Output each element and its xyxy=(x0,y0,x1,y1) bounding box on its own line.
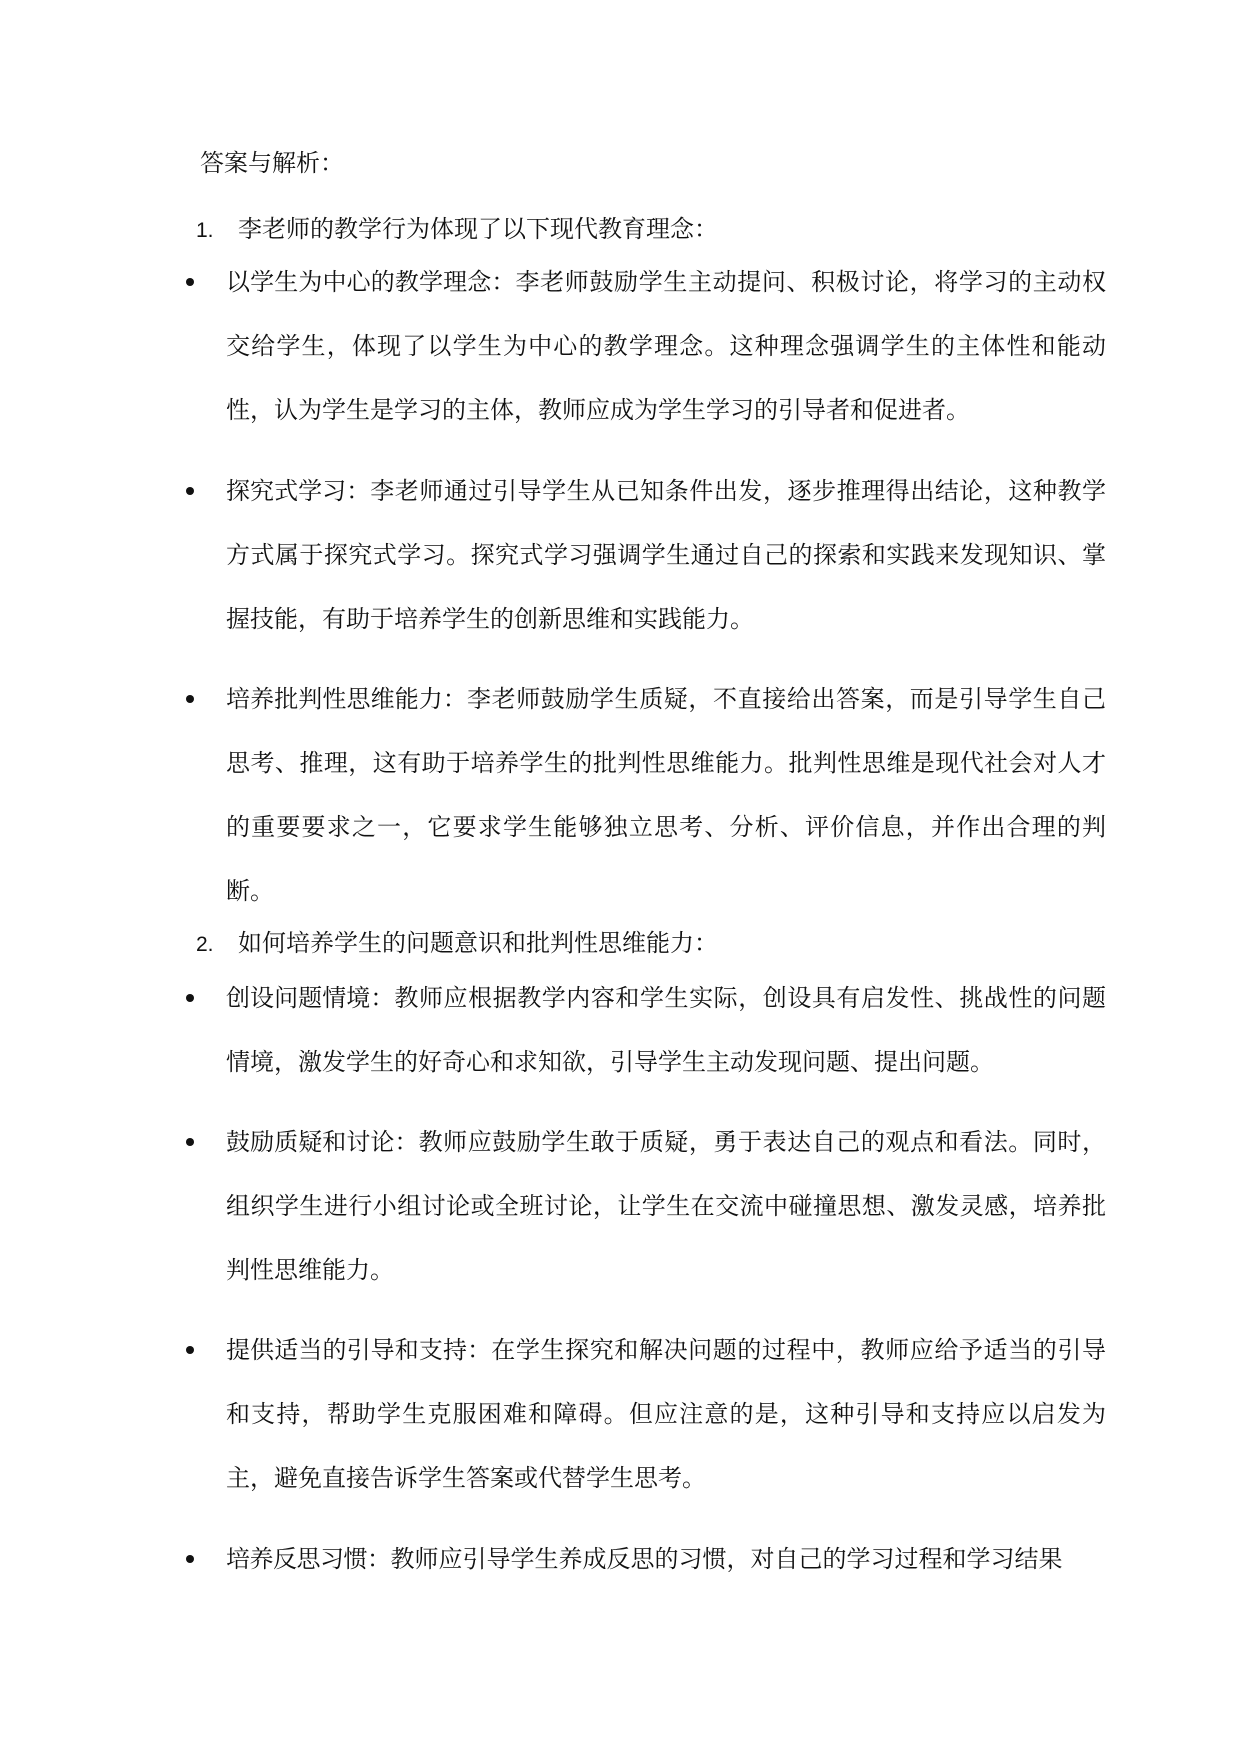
list-item-body: 李老师鼓励学生质疑，不直接给出答案，而是引导学生自己思考、推理，这有助于培养学生的批判性思维能力。批判性思维是现代社会对人才的重要要求之一，它要求学生能够独立思考、分析、评价信息，并作出合理的判断。 xyxy=(226,685,1106,905)
section-2-title-text: 如何培养学生的问题意识和批判性思维能力： xyxy=(238,929,718,957)
bullet-icon xyxy=(186,1138,194,1146)
bullet-icon xyxy=(186,487,194,495)
section-2-title xyxy=(196,927,718,961)
section-1-title-text: 李老师的教学行为体现了以下现代教育理念： xyxy=(238,215,718,243)
section-1-title xyxy=(196,213,718,247)
list-item-lead: 探究式学习： xyxy=(226,477,371,505)
bullet-icon xyxy=(186,278,194,286)
list-item-body: 教师应引导学生养成反思的习惯，对自己的学习过程和学习结果 xyxy=(390,1545,1063,1573)
list-item-lead: 鼓励质疑和讨论： xyxy=(226,1128,419,1156)
list-item-text xyxy=(226,1110,1106,1302)
list-item-lead: 创设问题情境： xyxy=(226,984,395,1012)
answer-heading: 答案与解析： xyxy=(200,149,344,177)
list-item-text xyxy=(226,966,1106,1094)
list-item-body: 李老师通过引导学生从已知条件出发，逐步推理得出结论，这种教学方式属于探究式学习。探究式学习强调学生通过自己的探索和实践来发现知识、掌握技能，有助于培养学生的创新思维和实践能力。 xyxy=(226,477,1107,633)
list-item-text xyxy=(226,1318,1106,1510)
bullet-icon xyxy=(186,1555,194,1563)
list-item-lead: 以学生为中心的教学理念： xyxy=(226,268,516,296)
list-item-body: 李老师鼓励学生主动提问、积极讨论，将学习的主动权交给学生，体现了以学生为中心的教学理念。这种理念强调学生的主体性和能动性，认为学生是学习的主体，教师应成为学生学习的引导者和促进者。 xyxy=(226,268,1107,424)
list-item-body: 教师应根据教学内容和学生实际，创设具有启发性、挑战性的问题情境，激发学生的好奇心和求知欲，引导学生主动发现问题、提出问题。 xyxy=(226,984,1107,1076)
list-item-text xyxy=(226,250,1106,442)
list-item-lead: 培养反思习惯： xyxy=(226,1545,391,1573)
list-item-text xyxy=(226,667,1106,923)
list-item-text xyxy=(226,459,1106,651)
list-item-body: 在学生探究和解决问题的过程中，教师应给予适当的引导和支持，帮助学生克服困难和障碍。但应注意的是，这种引导和支持应以启发为主，避免直接告诉学生答案或代替学生思考。 xyxy=(226,1336,1107,1492)
bullet-icon xyxy=(186,695,194,703)
list-item-text xyxy=(226,1527,1106,1591)
list-item-lead: 提供适当的引导和支持： xyxy=(226,1336,492,1364)
list-item-lead: 培养批判性思维能力： xyxy=(226,685,467,713)
bullet-icon xyxy=(186,1346,194,1354)
bullet-icon xyxy=(186,994,194,1002)
list-item-body: 教师应鼓励学生敢于质疑，勇于表达自己的观点和看法。同时，组织学生进行小组讨论或全班讨论，让学生在交流中碰撞思想、激发灵感，培养批判性思维能力。 xyxy=(226,1128,1107,1284)
section-2-number: 2. xyxy=(196,933,214,956)
section-1-number: 1. xyxy=(196,219,214,242)
